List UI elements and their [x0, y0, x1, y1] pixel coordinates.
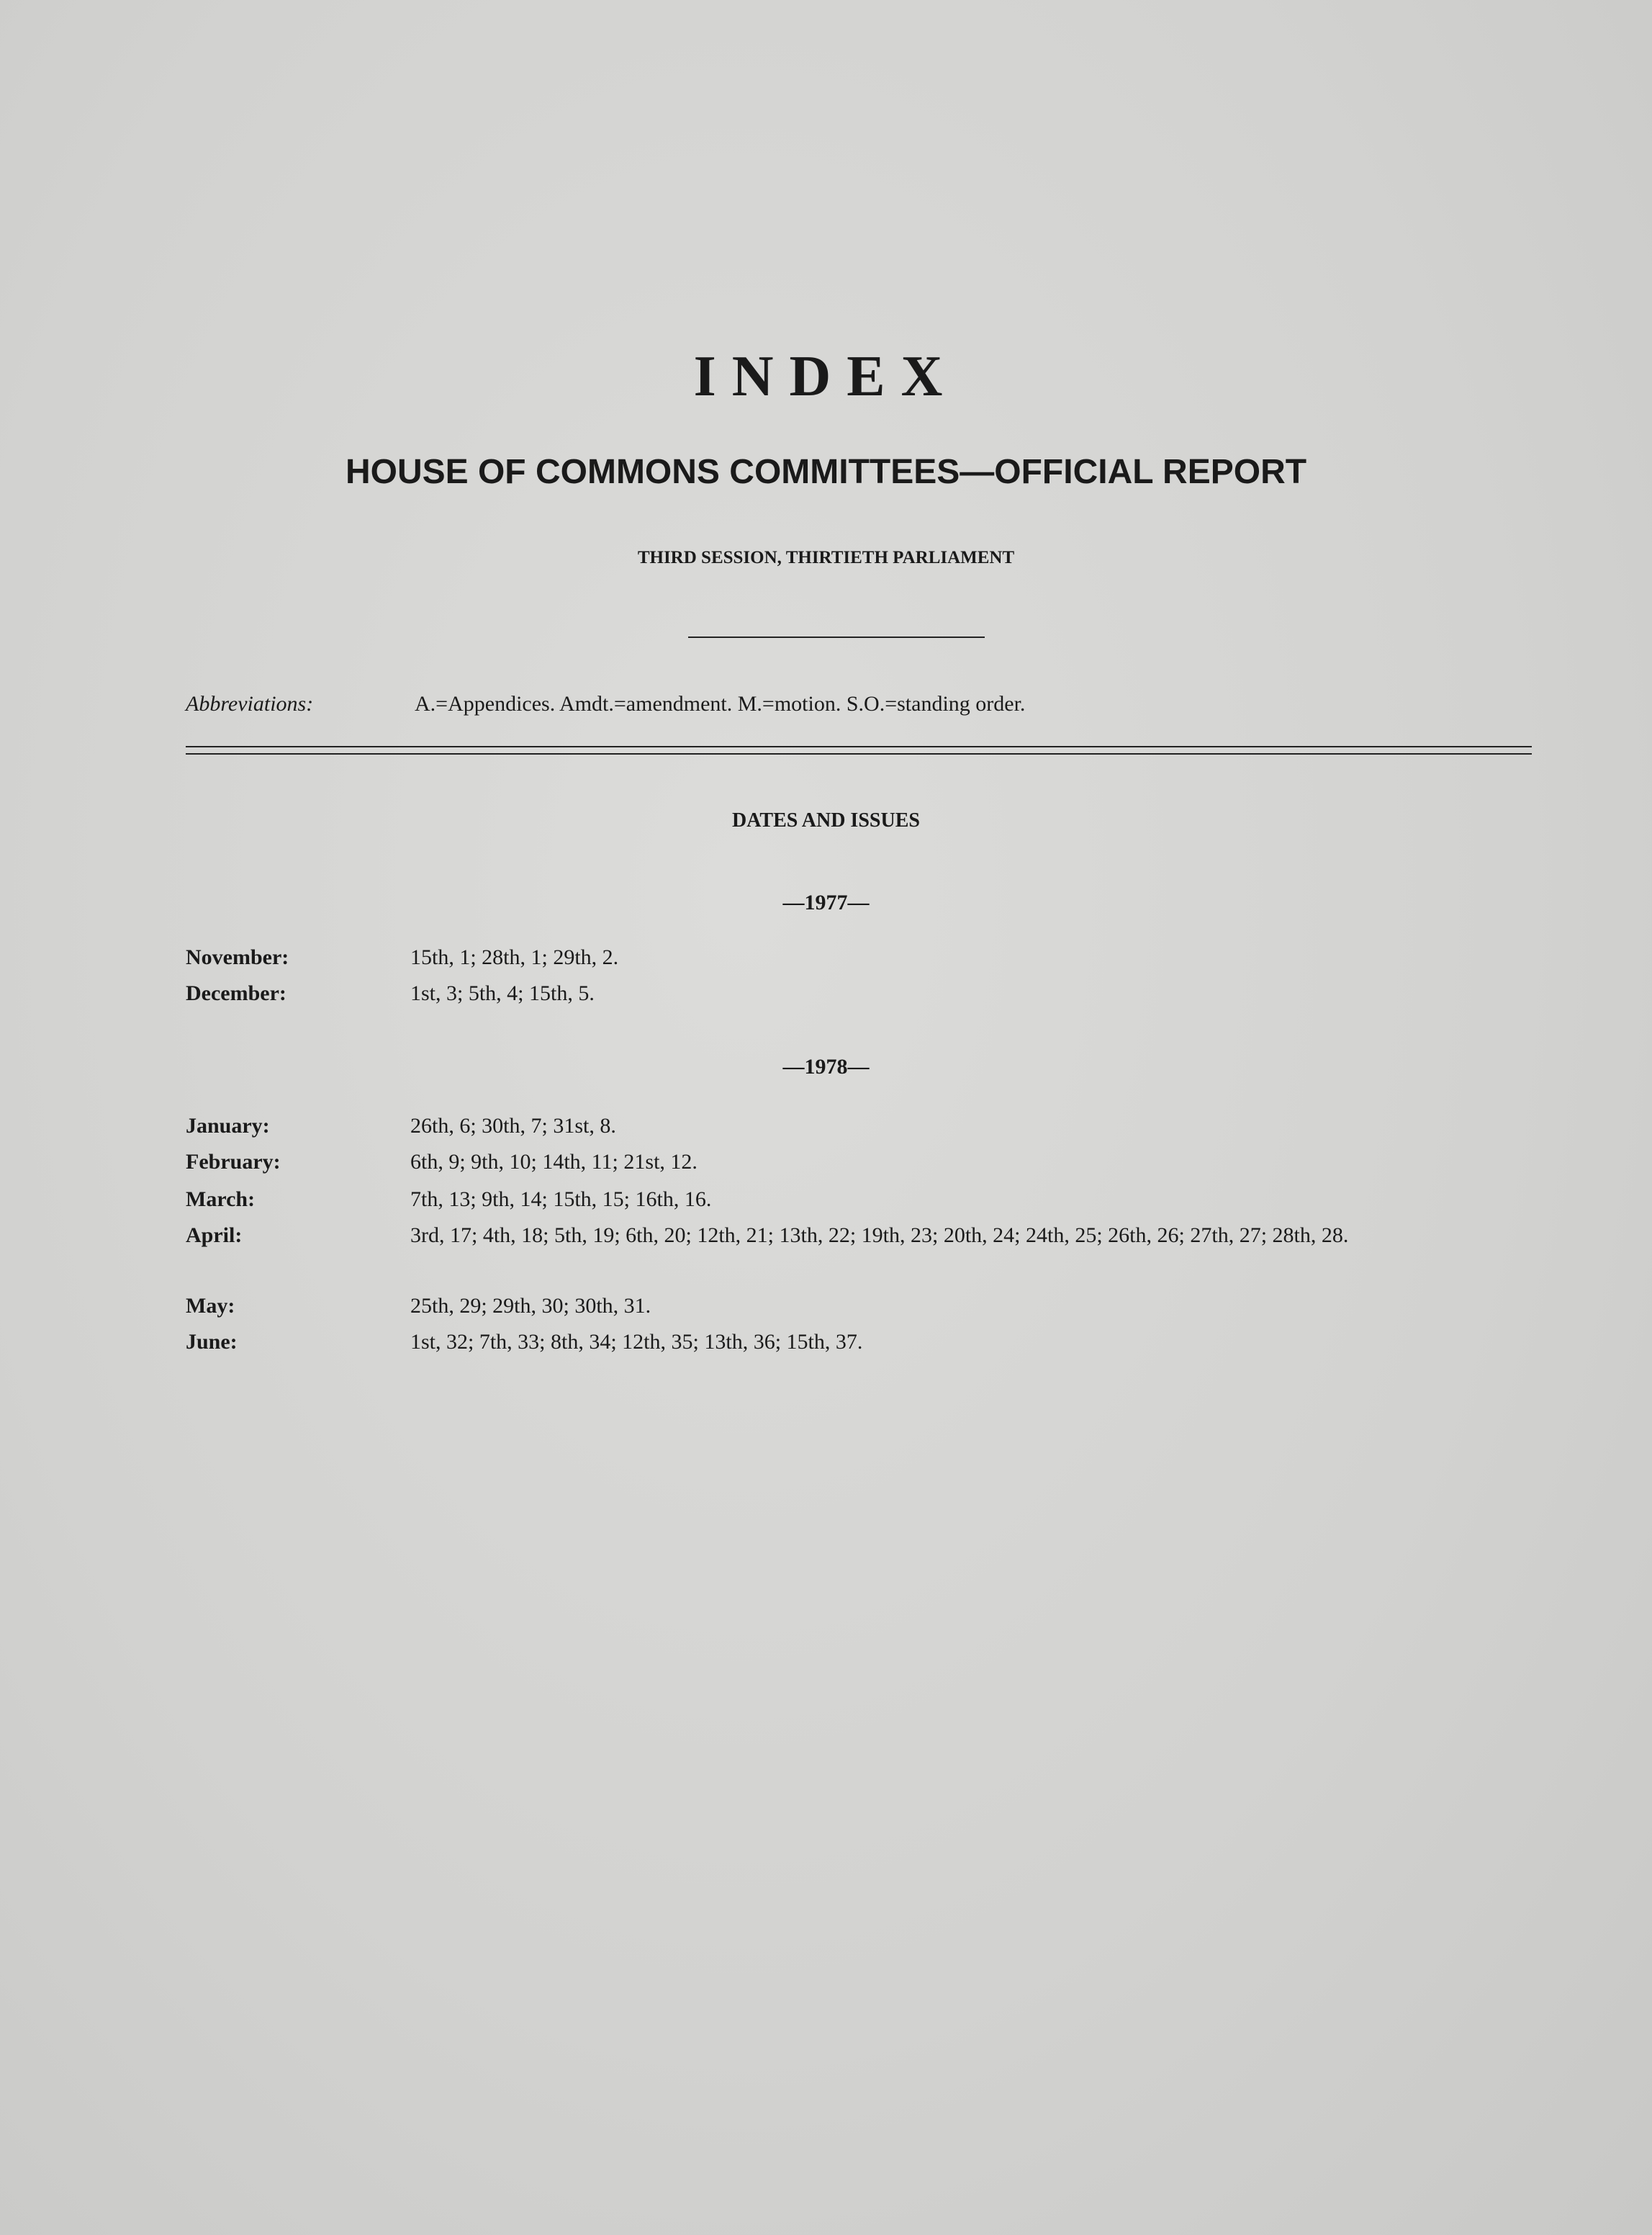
abbreviations-text: A.=Appendices. Amdt.=amendment. M.=motion. S.O.=standing order. — [415, 692, 1026, 716]
session-line: THIRD SESSION, THIRTIETH PARLIAMENT — [637, 548, 1015, 567]
issue-dates: 6th, 9; 9th, 10; 14th, 11; 21st, 12. — [410, 1150, 698, 1174]
month-label: March: — [186, 1187, 256, 1211]
month-label: May: — [186, 1294, 235, 1318]
month-label: December: — [186, 981, 286, 1005]
issue-dates: 1st, 32; 7th, 33; 8th, 34; 12th, 35; 13th, 36; 15th, 37. — [410, 1330, 863, 1354]
month-label: November: — [186, 945, 289, 969]
abbreviations-label: Abbreviations: — [186, 692, 314, 716]
month-label: February: — [186, 1150, 281, 1174]
year-heading-1977: —1977— — [782, 891, 870, 914]
issue-dates: 25th, 29; 29th, 30; 30th, 31. — [410, 1294, 651, 1318]
month-label: June: — [186, 1330, 238, 1354]
double-divider — [186, 746, 1532, 755]
issue-dates: 1st, 3; 5th, 4; 15th, 5. — [410, 981, 595, 1005]
month-label: April: — [186, 1223, 243, 1247]
month-label: January: — [186, 1114, 270, 1138]
issue-dates: 3rd, 17; 4th, 18; 5th, 19; 6th, 20; 12th, 21; 13th, 22; 19th, 23; 20th, 24; 24th, 25; 26th, 26; 27th, 27; 28th, 28. — [410, 1223, 1349, 1247]
report-subtitle: HOUSE OF COMMONS COMMITTEES—OFFICIAL REPORT — [345, 453, 1307, 491]
section-heading: DATES AND ISSUES — [732, 809, 920, 832]
year-heading-1978: —1978— — [782, 1055, 870, 1079]
issue-dates: 7th, 13; 9th, 14; 15th, 15; 16th, 16. — [410, 1187, 712, 1211]
page-title: INDEX — [693, 345, 959, 408]
issue-dates: 26th, 6; 30th, 7; 31st, 8. — [410, 1114, 616, 1138]
issue-dates: 15th, 1; 28th, 1; 29th, 2. — [410, 945, 619, 969]
short-divider — [688, 637, 985, 638]
